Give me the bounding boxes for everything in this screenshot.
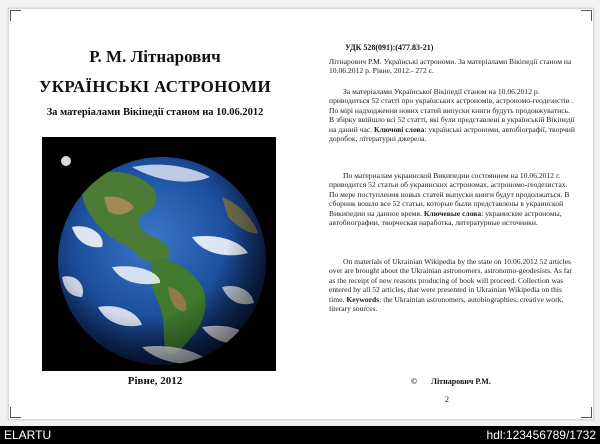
abstract-russian	[329, 171, 575, 227]
moon	[61, 156, 71, 166]
copyright-notice	[411, 377, 491, 386]
keywords-text: : the Ukrainian astronomers, autobiographies, creative work, literary sources.	[329, 294, 564, 314]
book-spread	[8, 8, 594, 420]
footer-bar	[0, 426, 600, 444]
abstract-body: On materials of Ukrainian Wikipedia by the state on 10.06.2012 52 articles over are brought about the Ukrainian astronomers, astronomo-geodesists. As far as the receipt of new reasons producing of book will proceed. Collection was entered by all 52 articles, that were presented in Ukrainian Wikipedia on this time.	[329, 257, 573, 304]
book-author: Р. М. Літнарович	[89, 47, 221, 66]
copyright-symbol: ©	[411, 377, 417, 386]
keywords-text: : украинские астрономы, автобиографии, творческая наработка, литературные источники.	[329, 208, 562, 228]
abstract-paragraph	[329, 87, 575, 143]
udc-code: УДК 528(091):(477.83-21)	[345, 43, 434, 52]
keywords-label: Ключевые слова	[423, 208, 482, 218]
earth-cover-image	[42, 137, 276, 371]
book-title: УКРАЇНСЬКІ АСТРОНОМИ	[38, 77, 272, 96]
handle-identifier: hdl:123456789/1732	[486, 428, 596, 442]
abstract-paragraph	[329, 171, 575, 227]
page-number: 2	[445, 395, 449, 404]
keywords-label: Keywords	[346, 294, 380, 304]
earth-globe-illustration	[42, 137, 276, 371]
abstract-english	[329, 257, 575, 313]
title-page	[9, 9, 301, 419]
bibliographic-reference	[329, 57, 575, 76]
abstract-body: По материалам украинской Википедии состоянием на 10.06.2012 г. приводится 52 статьи об украинских астрономах, астрономо-геодезистах. По мере поступления новых статей выпуски книги будут продолжаться. В сборник вошло все 52 статьи, которые были представлены в украинской Википедии на данное время.	[329, 171, 570, 218]
reference-text: Літнарович Р.М. Українські астрономи. За матеріалами Вікіпедії станом на 10.06.2012 р. Рівне, 2012.- 272 с.	[329, 57, 572, 76]
place-and-year: Рівне, 2012	[127, 375, 183, 387]
repository-name: ELARTU	[4, 428, 52, 442]
abstract-body: За матеріалами Української Вікіпедії станом на 10.06.2012 р. приводиться 52 статті про українських астрономів, астрономо-геодезистів . По мірі надходження нових статей випуски книги будуть продовжуватись. В збірку ввійшло всі 52 статті, які були представлені в українській Вікіпедії на даний час.	[329, 87, 575, 134]
abstract-ukrainian	[329, 87, 575, 143]
book-subtitle: За матеріалами Вікіпедії станом на 10.06.2012	[46, 107, 264, 118]
imprint-page	[301, 9, 593, 419]
abstract-paragraph	[329, 257, 575, 313]
keywords-label: Ключові слова	[374, 124, 425, 134]
copyright-holder: Літнарович Р.М.	[430, 377, 491, 386]
keywords-text: : українські астрономи, автобіографії, творчий доробок, літературні джерела.	[329, 124, 575, 144]
